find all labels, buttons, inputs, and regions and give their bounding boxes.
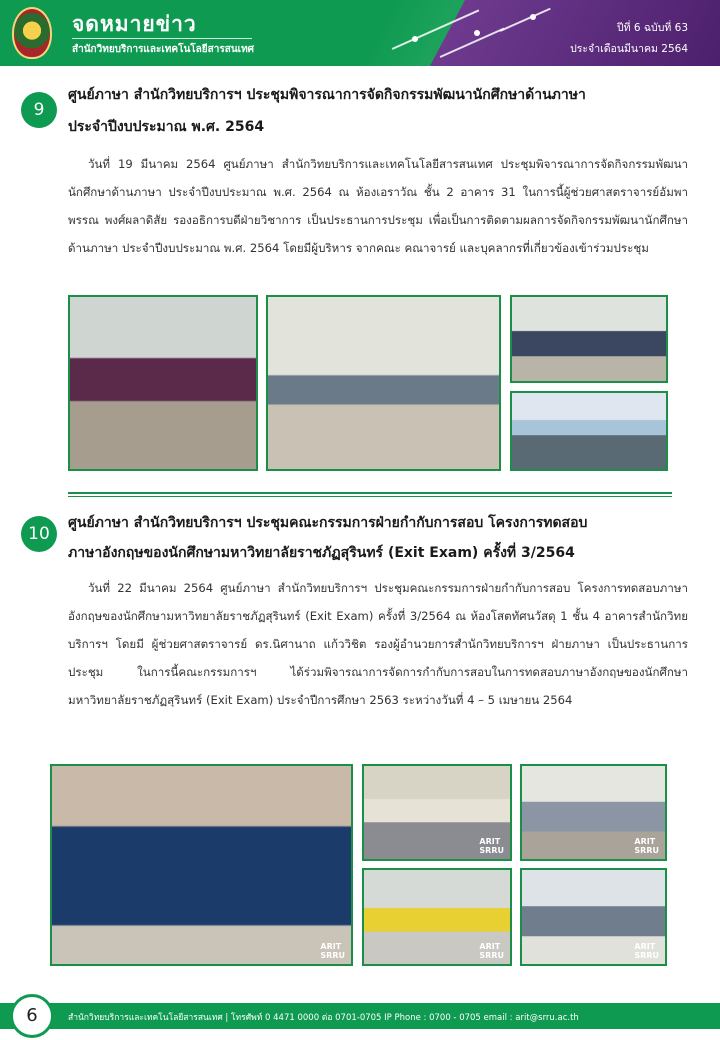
office-name: สำนักวิทยบริการและเทคโนโลยีสารสนเทศ xyxy=(72,44,255,55)
section-body-text: วันที่ 22 มีนาคม 2564 ศูนย์ภาษา สำนักวิทยบริการฯ ประชุมคณะกรรมการฝ่ายกำกับการสอบ โครงการทดสอบภาษาอังกฤษของนักศึกษามหาวิทยาลัยราชภัฏสุรินทร์ (Exit Exam) ครั้งที่ 3/2564 ณ ห้องโสตทัศนวัสดุ 1 ชั้น 4 อาคารสำนักวิทยบริการฯ โดยมี ผู้ช่วยศาสตราจารย์ ดร.นิศานาถ แก้ววิชิต รองผู้อำนวยการสำนักวิทยบริการฯ ฝ่ายภาษา เป็นประธานการประชุม ในการนี้คณะกรรมการฯ ได้ร่วมพิจารณาการจัดการกำกับการสอบในการทดสอบภาษาอังกฤษของนักศึกษามหาวิทยาลัยราชภัฏสุรินทร์ (Exit Exam) ประจำปีการศึกษา 2563 ระหว่างวันที่ 4 – 5 เมษายน 2564 xyxy=(68,581,688,707)
page-header xyxy=(0,0,720,66)
exam-meeting-photo xyxy=(520,868,667,966)
section-number-badge: 9 xyxy=(21,92,57,128)
exam-meeting-photo xyxy=(362,764,512,861)
newsletter-title: จดหมายข่าว xyxy=(72,12,197,36)
section-body-text: วันที่ 19 มีนาคม 2564 ศูนย์ภาษา สำนักวิทยบริการและเทคโนโลยีสารสนเทศ ประชุมพิจารณาการจัดกิจกรรมพัฒนานักศึกษาด้านภาษา ประจำปีงบประมาณ พ.ศ. 2564 ณ ห้องเอราวัณ ชั้น 2 อาคาร 31 ในการนี้ผู้ช่วยศาสตราจารย์อัมพาพรรณ พงศ์ผลาดิสัย รองอธิการบดีฝ่ายวิชาการ เป็นประธานการประชุม เพื่อเป็นการติดตามผลการจัดกิจกรรมพัฒนานักศึกษาด้านภาษา ประจำปีงบประมาณ พ.ศ. 2564 โดยมีผู้บริหาร จากคณะ คณาจารย์ และบุคลากรที่เกี่ยวข้องเข้าร่วมประชุม xyxy=(68,157,688,255)
arit-watermark: ARIT SRRU xyxy=(320,942,345,960)
header-dot-decoration xyxy=(412,36,418,42)
meeting-photo-chair xyxy=(68,295,258,471)
exam-meeting-photo xyxy=(520,764,667,861)
arit-watermark: ARIT SRRU xyxy=(634,837,659,855)
meeting-photo-room xyxy=(510,391,668,471)
section-divider xyxy=(68,496,672,497)
arit-watermark: ARIT SRRU xyxy=(634,942,659,960)
meeting-photo-table xyxy=(510,295,668,383)
page-footer xyxy=(0,1003,720,1029)
footer-contact: สำนักวิทยบริการและเทคโนโลยีสารสนเทศ | โทรศัพท์ 0 4471 0000 ต่อ 0701-0705 IP Phone : 0700 - 0705 email : arit@srru.ac.th xyxy=(68,1013,579,1023)
header-dot-decoration xyxy=(530,14,536,20)
section-title-line2: ประจำปีงบประมาณ พ.ศ. 2564 xyxy=(68,119,265,135)
section-divider xyxy=(68,492,672,494)
exam-meeting-photo xyxy=(362,868,512,966)
section-title-line2: ภาษาอังกฤษของนักศึกษามหาวิทยาลัยราชภัฏสุรินทร์ (Exit Exam) ครั้งที่ 3/2564 xyxy=(68,545,575,561)
arit-watermark: ARIT SRRU xyxy=(479,942,504,960)
issue-month: ประจำเดือนมีนาคม 2564 xyxy=(570,43,688,55)
page-number: 6 xyxy=(10,994,54,1038)
section-number-badge: 10 xyxy=(21,516,57,552)
issue-number: ปีที่ 6 ฉบับที่ 63 xyxy=(616,22,688,34)
exam-meeting-photo-chair xyxy=(50,764,353,966)
section-title-line1: ศูนย์ภาษา สำนักวิทยบริการฯ ประชุมคณะกรรมการฝ่ายกำกับการสอบ โครงการทดสอบ xyxy=(68,515,588,531)
section-title-line1: ศูนย์ภาษา สำนักวิทยบริการฯ ประชุมพิจารณาการจัดกิจกรรมพัฒนานักศึกษาด้านภาษา xyxy=(68,87,586,103)
university-seal-icon xyxy=(12,7,52,59)
arit-watermark: ARIT SRRU xyxy=(479,837,504,855)
title-underline xyxy=(72,38,252,39)
meeting-photo-attendees xyxy=(266,295,501,471)
header-dot-decoration xyxy=(474,30,480,36)
